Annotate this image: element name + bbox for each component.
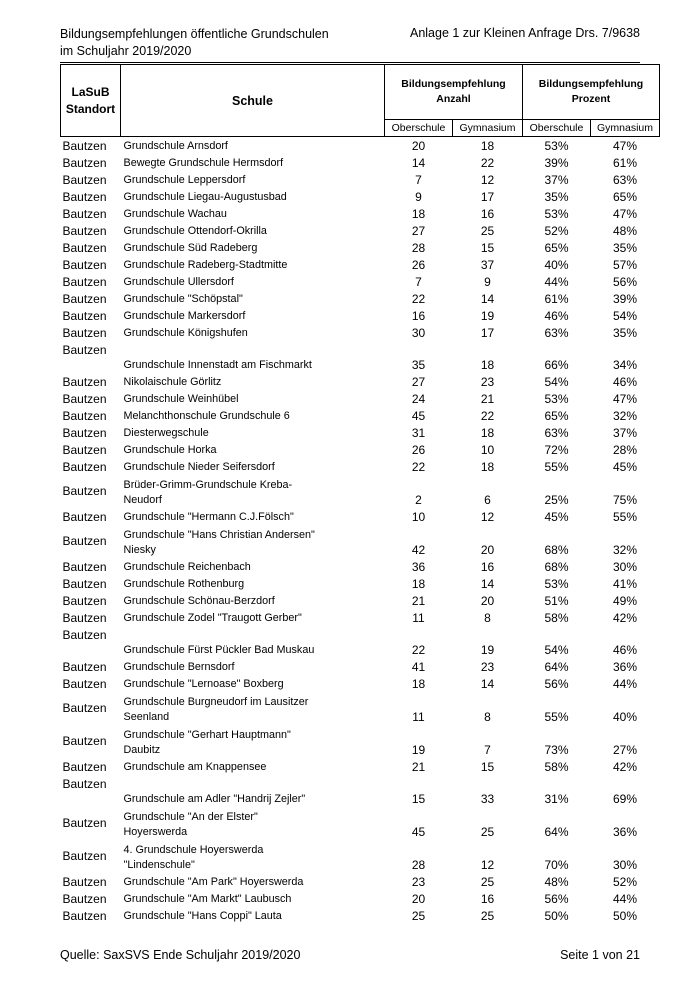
gymnasium-count-cell: 14	[480, 292, 495, 306]
schule-cell: Grundschule Ottendorf-Okrilla	[123, 225, 267, 237]
oberschule-percent-cell: 25%	[544, 493, 569, 507]
standort-cell: Bautzen	[62, 510, 107, 524]
oberschule-count-cell: 21	[411, 594, 426, 608]
table-row	[61, 475, 660, 508]
oberschule-count-cell: 27	[411, 224, 426, 238]
schule-cell	[121, 840, 385, 873]
oberschule-percent-cell: 73%	[544, 743, 569, 757]
gymnasium-count-cell: 19	[480, 309, 495, 323]
table-row	[61, 758, 660, 775]
schule-cell: Grundschule Liegau-Augustusbad	[123, 191, 287, 203]
standort-cell: Bautzen	[62, 173, 107, 187]
oberschule-count-cell: 18	[411, 677, 426, 691]
oberschule-percent-cell: 53%	[544, 392, 569, 406]
table-row	[61, 873, 660, 890]
table-row	[61, 807, 660, 840]
schule-cell: Grundschule Rothenburg	[123, 578, 245, 590]
oberschule-count-cell: 28	[411, 241, 426, 255]
standort-cell: Bautzen	[62, 577, 107, 591]
oberschule-percent-cell: 55%	[544, 460, 569, 474]
group-anzahl-label: Bildungsempfehlung Anzahl	[401, 78, 506, 105]
table-row	[61, 154, 660, 171]
gymnasium-count-cell: 17	[480, 190, 495, 204]
schule-cell: Nikolaischule Görlitz	[123, 376, 222, 388]
gymnasium-percent-cell: 35%	[612, 326, 638, 340]
table-row	[61, 525, 660, 558]
schule-cell	[121, 475, 385, 508]
standort-cell: Bautzen	[62, 275, 107, 289]
oberschule-count-cell: 23	[411, 875, 426, 889]
gymnasium-percent-cell: 44%	[612, 892, 638, 906]
oberschule-percent-cell: 48%	[544, 875, 569, 889]
oberschule-count-cell: 27	[411, 375, 426, 389]
schule-cell: Grundschule Leppersdorf	[123, 174, 246, 186]
schule-line-1: Grundschule "Hans Christian Andersen"	[123, 529, 315, 541]
standort-cell: Bautzen	[62, 326, 107, 340]
gymnasium-percent-cell: 34%	[612, 358, 638, 372]
schule-cell: Grundschule Süd Radeberg	[123, 242, 258, 254]
gymnasium-count-cell: 25	[480, 909, 495, 923]
oberschule-count-cell: 18	[411, 577, 426, 591]
oberschule-count-cell: 41	[411, 660, 426, 674]
oberschule-percent-cell: 39%	[544, 156, 569, 170]
oberschule-count-cell: 9	[415, 190, 422, 204]
schule-cell: Diesterwegschule	[123, 427, 209, 439]
oberschule-percent-cell: 54%	[544, 375, 569, 389]
oberschule-count-cell: 31	[411, 426, 426, 440]
oberschule-percent-cell: 50%	[544, 909, 569, 923]
oberschule-percent-cell: 63%	[544, 426, 569, 440]
gymnasium-percent-cell: 69%	[612, 792, 638, 806]
oberschule-count-cell: 20	[411, 892, 426, 906]
gymnasium-count-cell: 23	[480, 660, 495, 674]
gymnasium-count-cell: 16	[480, 892, 495, 906]
column-header-schule: Schule	[121, 65, 385, 137]
gymnasium-count-cell: 25	[480, 825, 495, 839]
gymnasium-count-cell: 20	[480, 594, 495, 608]
schule-cell: Grundschule am Adler "Handrij Zejler"	[123, 793, 306, 805]
oberschule-percent-cell: 53%	[544, 577, 569, 591]
table-row	[61, 609, 660, 626]
gymnasium-percent-cell: 32%	[612, 543, 638, 557]
schule-cell	[121, 525, 385, 558]
oberschule-percent-cell: 55%	[544, 710, 569, 724]
table-row	[61, 273, 660, 290]
oberschule-count-cell: 30	[411, 326, 426, 340]
schule-cell: Grundschule Nieder Seifersdorf	[123, 461, 275, 473]
gymnasium-percent-cell: 35%	[612, 241, 638, 255]
gymnasium-percent-cell: 55%	[612, 510, 638, 524]
oberschule-percent-cell: 35%	[544, 190, 569, 204]
oberschule-percent-cell: 61%	[544, 292, 569, 306]
oberschule-count-cell: 45	[411, 409, 426, 423]
oberschule-percent-cell: 58%	[544, 611, 569, 625]
gymnasium-count-cell: 6	[484, 493, 491, 507]
gymnasium-percent-cell: 48%	[612, 224, 638, 238]
gymnasium-count-cell: 25	[480, 224, 495, 238]
table-row	[61, 188, 660, 205]
table-row	[61, 575, 660, 592]
schule-line-2: Niesky	[123, 544, 156, 556]
subheader-gymnasium-prozent: Gymnasium	[591, 120, 660, 137]
schule-line-2: "Lindenschule"	[123, 859, 195, 871]
standort-cell: Bautzen	[62, 892, 107, 906]
schule-cell: Grundschule "Hermann C.J.Fölsch"	[123, 511, 294, 523]
table-row	[61, 390, 660, 407]
group-prozent-label: Bildungsempfehlung Prozent	[538, 78, 644, 105]
schule-line-2: Neudorf	[123, 494, 162, 506]
schule-line-2: Seenland	[123, 711, 170, 723]
table-row	[61, 239, 660, 256]
gymnasium-percent-cell: 41%	[612, 577, 638, 591]
standort-cell: Bautzen	[62, 392, 107, 406]
standort-header-label: LaSuB Standort	[65, 84, 116, 116]
table-row	[61, 458, 660, 475]
gymnasium-percent-cell: 42%	[612, 760, 638, 774]
schule-line-2: Daubitz	[123, 744, 161, 756]
standort-cell: Bautzen	[62, 139, 107, 153]
table-row	[61, 508, 660, 525]
gymnasium-percent-cell: 47%	[612, 139, 638, 153]
oberschule-percent-cell: 63%	[544, 326, 569, 340]
gymnasium-percent-cell: 36%	[612, 660, 638, 674]
gymnasium-percent-cell: 28%	[612, 443, 638, 457]
oberschule-percent-cell: 37%	[544, 173, 569, 187]
gymnasium-percent-cell: 52%	[612, 875, 638, 889]
gymnasium-percent-cell: 46%	[612, 375, 638, 389]
standort-cell: Bautzen	[62, 777, 107, 791]
table-row	[61, 222, 660, 239]
oberschule-count-cell: 21	[411, 760, 426, 774]
table-row	[61, 626, 660, 658]
schule-cell: Grundschule "Lernoase" Boxberg	[123, 678, 284, 690]
table-row	[61, 658, 660, 675]
column-group-anzahl	[385, 65, 523, 120]
gymnasium-percent-cell: 45%	[612, 460, 638, 474]
oberschule-count-cell: 16	[411, 309, 426, 323]
oberschule-percent-cell: 54%	[544, 643, 569, 657]
standort-cell: Bautzen	[62, 426, 107, 440]
table-row	[61, 341, 660, 373]
standort-cell: Bautzen	[62, 343, 107, 357]
gymnasium-count-cell: 10	[480, 443, 495, 457]
oberschule-percent-cell: 70%	[544, 858, 569, 872]
table-row	[61, 441, 660, 458]
oberschule-count-cell: 24	[411, 392, 426, 406]
standort-cell: Bautzen	[62, 677, 107, 691]
gymnasium-count-cell: 17	[480, 326, 495, 340]
oberschule-count-cell: 26	[411, 258, 426, 272]
schule-cell: Grundschule Arnsdorf	[123, 140, 228, 152]
schule-cell: Grundschule Weinhübel	[123, 393, 239, 405]
gymnasium-percent-cell: 50%	[612, 909, 638, 923]
gymnasium-count-cell: 20	[480, 543, 495, 557]
schule-cell: Grundschule Innenstadt am Fischmarkt	[123, 359, 312, 371]
schule-line-1: Grundschule "An der Elster"	[123, 811, 258, 823]
gymnasium-count-cell: 19	[480, 643, 495, 657]
gymnasium-percent-cell: 57%	[612, 258, 638, 272]
oberschule-percent-cell: 31%	[544, 792, 569, 806]
standort-cell: Bautzen	[62, 909, 107, 923]
oberschule-count-cell: 15	[411, 792, 426, 806]
standort-cell: Bautzen	[62, 409, 107, 423]
table-row	[61, 171, 660, 188]
gymnasium-count-cell: 18	[480, 139, 495, 153]
schule-line-1: Grundschule "Gerhart Hauptmann"	[123, 729, 291, 741]
standort-cell: Bautzen	[62, 190, 107, 204]
gymnasium-percent-cell: 75%	[612, 493, 638, 507]
page-number: Seite 1 von 21	[560, 948, 640, 962]
gymnasium-count-cell: 22	[480, 409, 495, 423]
gymnasium-percent-cell: 49%	[612, 594, 638, 608]
standort-cell: Bautzen	[62, 534, 107, 548]
gymnasium-count-cell: 21	[480, 392, 495, 406]
schule-cell: Melanchthonschule Grundschule 6	[123, 410, 290, 422]
schule-cell: Grundschule Horka	[123, 444, 217, 456]
gymnasium-count-cell: 12	[480, 858, 495, 872]
oberschule-percent-cell: 51%	[544, 594, 569, 608]
standort-cell: Bautzen	[62, 484, 107, 498]
schule-line-1: Grundschule Burgneudorf im Lausitzer	[123, 696, 309, 708]
gymnasium-percent-cell: 30%	[612, 858, 638, 872]
gymnasium-percent-cell: 40%	[612, 710, 638, 724]
table-row	[61, 373, 660, 390]
gymnasium-percent-cell: 65%	[612, 190, 638, 204]
standort-cell: Bautzen	[62, 560, 107, 574]
table-row	[61, 205, 660, 222]
oberschule-count-cell: 14	[411, 156, 426, 170]
oberschule-count-cell: 7	[415, 275, 422, 289]
table-row	[61, 775, 660, 807]
table-row	[61, 307, 660, 324]
subheader-oberschule-anzahl: Oberschule	[385, 120, 453, 137]
title-line-2: im Schuljahr 2019/2020	[60, 44, 192, 58]
table-row	[61, 890, 660, 907]
table-row	[61, 137, 660, 155]
oberschule-percent-cell: 46%	[544, 309, 569, 323]
oberschule-percent-cell: 44%	[544, 275, 569, 289]
schule-line-1: 4. Grundschule Hoyerswerda	[123, 844, 264, 856]
standort-cell: Bautzen	[62, 760, 107, 774]
schule-cell	[121, 692, 385, 725]
standort-cell: Bautzen	[62, 156, 107, 170]
oberschule-count-cell: 2	[415, 493, 422, 507]
gymnasium-count-cell: 18	[480, 426, 495, 440]
gymnasium-count-cell: 16	[480, 560, 495, 574]
gymnasium-percent-cell: 56%	[612, 275, 638, 289]
schule-cell: Grundschule Wachau	[123, 208, 227, 220]
schule-cell: Grundschule Fürst Pückler Bad Muskau	[123, 644, 315, 656]
standort-cell: Bautzen	[62, 224, 107, 238]
gymnasium-count-cell: 14	[480, 577, 495, 591]
schule-cell: Bewegte Grundschule Hermsdorf	[123, 157, 284, 169]
schule-cell: Grundschule Königshufen	[123, 327, 248, 339]
table-row	[61, 558, 660, 575]
gymnasium-percent-cell: 63%	[612, 173, 638, 187]
standort-cell: Bautzen	[62, 628, 107, 642]
gymnasium-percent-cell: 36%	[612, 825, 638, 839]
oberschule-percent-cell: 72%	[544, 443, 569, 457]
gymnasium-percent-cell: 47%	[612, 392, 638, 406]
schule-cell: Grundschule Zodel "Traugott Gerber"	[123, 612, 302, 624]
gymnasium-percent-cell: 44%	[612, 677, 638, 691]
gymnasium-count-cell: 7	[484, 743, 491, 757]
oberschule-count-cell: 11	[412, 611, 425, 625]
table-row	[61, 407, 660, 424]
table-body	[61, 137, 660, 925]
oberschule-count-cell: 11	[412, 710, 425, 724]
standort-cell: Bautzen	[62, 734, 107, 748]
oberschule-percent-cell: 64%	[544, 660, 569, 674]
oberschule-count-cell: 42	[411, 543, 426, 557]
gymnasium-count-cell: 12	[480, 173, 495, 187]
gymnasium-count-cell: 15	[480, 241, 495, 255]
gymnasium-count-cell: 33	[480, 792, 495, 806]
header-divider	[60, 62, 640, 63]
gymnasium-count-cell: 16	[480, 207, 495, 221]
gymnasium-percent-cell: 46%	[612, 643, 638, 657]
standort-cell: Bautzen	[62, 611, 107, 625]
oberschule-percent-cell: 45%	[544, 510, 569, 524]
gymnasium-percent-cell: 47%	[612, 207, 638, 221]
standort-cell: Bautzen	[62, 292, 107, 306]
gymnasium-count-cell: 12	[480, 510, 495, 524]
column-header-standort	[61, 65, 121, 137]
oberschule-count-cell: 18	[411, 207, 426, 221]
oberschule-count-cell: 22	[411, 292, 426, 306]
oberschule-percent-cell: 56%	[544, 892, 569, 906]
table-row	[61, 290, 660, 307]
oberschule-count-cell: 22	[411, 643, 426, 657]
gymnasium-percent-cell: 42%	[612, 611, 638, 625]
schule-cell: Grundschule "Am Park" Hoyerswerda	[123, 876, 304, 888]
standort-cell: Bautzen	[62, 375, 107, 389]
oberschule-percent-cell: 56%	[544, 677, 569, 691]
oberschule-percent-cell: 64%	[544, 825, 569, 839]
gymnasium-count-cell: 23	[480, 375, 495, 389]
schule-cell: Grundschule Radeberg-Stadtmitte	[123, 259, 288, 271]
schule-cell: Grundschule Ullersdorf	[123, 276, 234, 288]
standort-cell: Bautzen	[62, 594, 107, 608]
table-row	[61, 256, 660, 273]
document-title	[60, 26, 329, 60]
gymnasium-percent-cell: 54%	[612, 309, 638, 323]
oberschule-count-cell: 45	[411, 825, 426, 839]
gymnasium-count-cell: 8	[484, 611, 491, 625]
standort-cell: Bautzen	[62, 207, 107, 221]
oberschule-percent-cell: 65%	[544, 241, 569, 255]
schule-cell: Grundschule Reichenbach	[123, 561, 251, 573]
gymnasium-count-cell: 14	[480, 677, 495, 691]
schule-cell: Grundschule Schönau-Berzdorf	[123, 595, 275, 607]
schule-cell	[121, 725, 385, 758]
gymnasium-count-cell: 37	[480, 258, 495, 272]
schule-cell: Grundschule "Schöpstal"	[123, 293, 243, 305]
annex-label: Anlage 1 zur Kleinen Anfrage Drs. 7/9638	[409, 26, 640, 40]
table-row	[61, 725, 660, 758]
schule-cell: Grundschule Markersdorf	[123, 310, 246, 322]
gymnasium-percent-cell: 61%	[612, 156, 638, 170]
oberschule-percent-cell: 53%	[544, 207, 569, 221]
standort-cell: Bautzen	[62, 875, 107, 889]
standort-cell: Bautzen	[62, 258, 107, 272]
gymnasium-percent-cell: 37%	[612, 426, 638, 440]
table-row	[61, 592, 660, 609]
oberschule-percent-cell: 68%	[544, 560, 569, 574]
schule-cell	[121, 807, 385, 840]
subheader-oberschule-prozent: Oberschule	[523, 120, 591, 137]
gymnasium-count-cell: 18	[480, 358, 495, 372]
oberschule-count-cell: 7	[415, 173, 422, 187]
oberschule-count-cell: 25	[411, 909, 426, 923]
gymnasium-count-cell: 18	[480, 460, 495, 474]
table-row	[61, 675, 660, 692]
oberschule-percent-cell: 58%	[544, 760, 569, 774]
oberschule-count-cell: 10	[411, 510, 426, 524]
schule-cell: Grundschule "Hans Coppi" Lauta	[123, 910, 282, 922]
table-row	[61, 840, 660, 873]
standort-cell: Bautzen	[62, 816, 107, 830]
oberschule-count-cell: 19	[411, 743, 426, 757]
standort-cell: Bautzen	[62, 443, 107, 457]
column-group-prozent	[523, 65, 660, 120]
oberschule-count-cell: 20	[411, 139, 426, 153]
gymnasium-percent-cell: 39%	[612, 292, 638, 306]
oberschule-percent-cell: 68%	[544, 543, 569, 557]
source-note: Quelle: SaxSVS Ende Schuljahr 2019/2020	[60, 948, 301, 962]
schule-line-1: Brüder-Grimm-Grundschule Kreba-	[123, 479, 293, 491]
gymnasium-count-cell: 25	[480, 875, 495, 889]
oberschule-percent-cell: 40%	[544, 258, 569, 272]
oberschule-count-cell: 35	[411, 358, 426, 372]
schule-line-2: Hoyerswerda	[123, 826, 188, 838]
oberschule-percent-cell: 52%	[544, 224, 569, 238]
gymnasium-count-cell: 9	[484, 275, 491, 289]
oberschule-count-cell: 28	[411, 858, 426, 872]
oberschule-percent-cell: 65%	[544, 409, 569, 423]
title-line-1: Bildungsempfehlungen öffentliche Grundschulen	[60, 27, 329, 41]
standort-cell: Bautzen	[62, 660, 107, 674]
table-row	[61, 907, 660, 924]
oberschule-count-cell: 22	[411, 460, 426, 474]
gymnasium-count-cell: 8	[484, 710, 491, 724]
oberschule-percent-cell: 66%	[544, 358, 569, 372]
standort-cell: Bautzen	[62, 241, 107, 255]
schule-cell: Grundschule Bernsdorf	[123, 661, 235, 673]
table-row	[61, 424, 660, 441]
oberschule-percent-cell: 53%	[544, 139, 569, 153]
gymnasium-percent-cell: 27%	[612, 743, 638, 757]
schule-cell: Grundschule "Am Markt" Laubusch	[123, 893, 292, 905]
recommendations-table	[60, 64, 660, 924]
table-row	[61, 324, 660, 341]
schule-cell: Grundschule am Knappensee	[123, 761, 267, 773]
gymnasium-percent-cell: 30%	[612, 560, 638, 574]
subheader-gymnasium-anzahl: Gymnasium	[453, 120, 523, 137]
standort-cell: Bautzen	[62, 309, 107, 323]
gymnasium-count-cell: 15	[480, 760, 495, 774]
gymnasium-percent-cell: 32%	[612, 409, 638, 423]
table-row	[61, 692, 660, 725]
standort-cell: Bautzen	[62, 460, 107, 474]
oberschule-count-cell: 36	[411, 560, 426, 574]
standort-cell: Bautzen	[62, 849, 107, 863]
oberschule-count-cell: 26	[411, 443, 426, 457]
standort-cell: Bautzen	[62, 701, 107, 715]
gymnasium-count-cell: 22	[480, 156, 495, 170]
